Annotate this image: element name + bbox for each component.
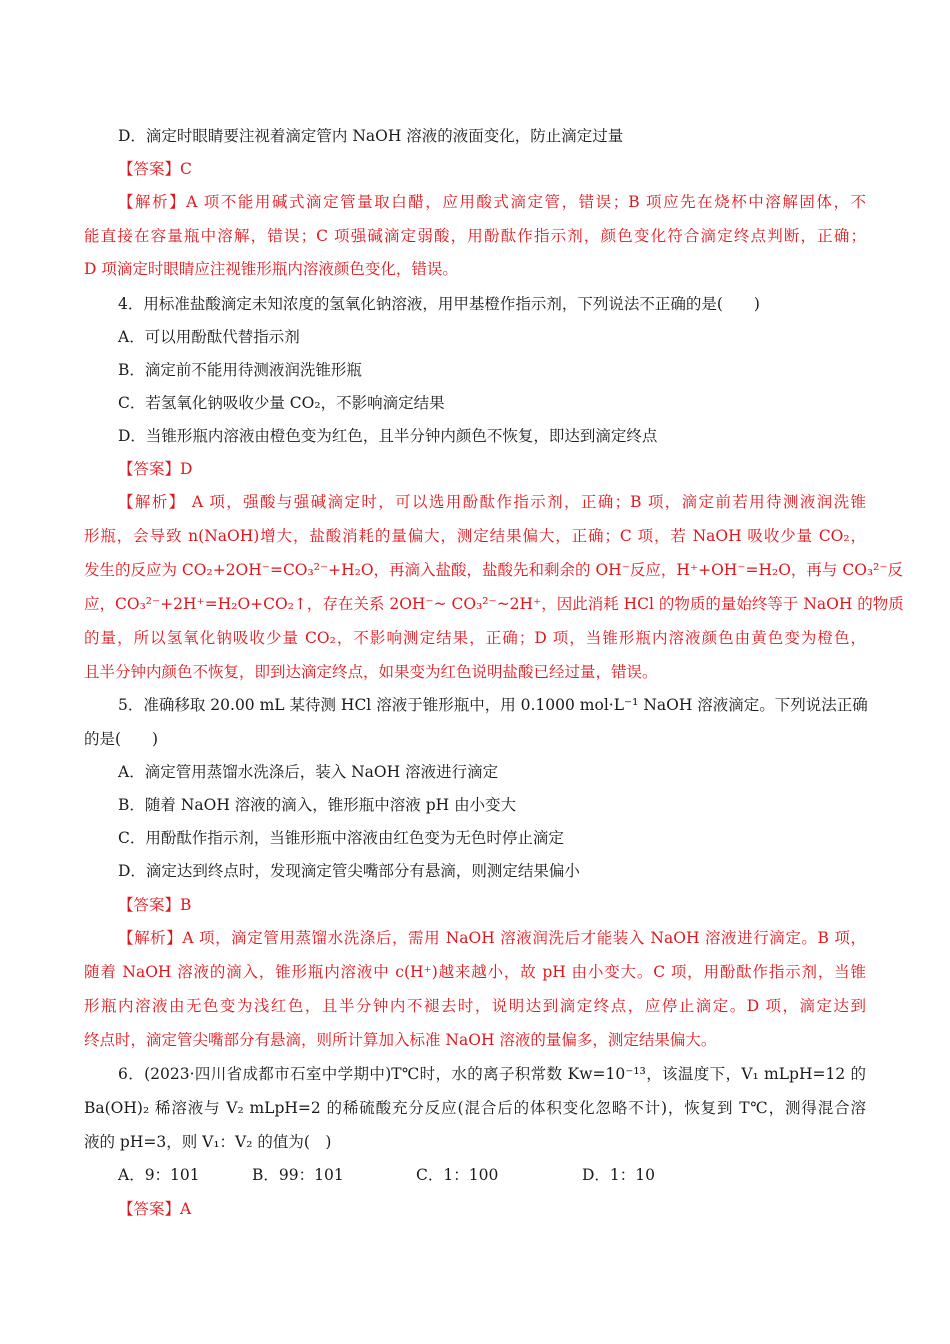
q6-option-c: C．1：100 — [416, 1166, 499, 1184]
q3-explanation-line: 【解析】A 项不能用碱式滴定管量取白醋，应用酸式滴定管，错误；B 项应先在烧杯中溶解固体，不 — [118, 193, 866, 211]
q3-explanation-line: 能直接在容量瓶中溶解，错误；C 项强碱滴定弱酸，用酚酞作指示剂，颜色变化符合滴定终点判断，正确； — [84, 227, 866, 245]
q3-answer: 【答案】C — [118, 160, 192, 178]
q6-option-a: A．9：101 — [118, 1166, 200, 1184]
q4-explanation-line: 应，CO₃²⁻+2H⁺=H₂O+CO₂↑，存在关系 2OH⁻~ CO₃²⁻~2H⁺，因此消耗 HCl 的物质的量始终等于 NaOH 的物质 — [84, 595, 904, 613]
q6-answer: 【答案】A — [118, 1200, 192, 1218]
q4-stem: 4．用标准盐酸滴定未知浓度的氢氧化钠溶液，用甲基橙作指示剂，下列说法不正确的是( ) — [118, 295, 760, 313]
q4-option-c: C．若氢氧化钠吸收少量 CO₂，不影响滴定结果 — [118, 394, 445, 412]
q5-option-a: A．滴定管用蒸馏水洗涤后，装入 NaOH 溶液进行滴定 — [118, 763, 499, 781]
q6-option-b: B．99：101 — [252, 1166, 344, 1184]
q6-stem-line: 液的 pH=3，则 V₁：V₂ 的值为( ) — [84, 1133, 332, 1151]
q4-explanation-line: 形瓶，会导致 n(NaOH)增大，盐酸消耗的量偏大，测定结果偏大，正确；C 项，若 NaOH 吸收少量 CO₂， — [84, 527, 866, 545]
q6-stem-line: 6．(2023·四川省成都市石室中学期中)T℃时，水的离子积常数 Kw=10⁻¹³，该温度下，V₁ mLpH=12 的 — [118, 1065, 866, 1083]
q4-explanation-line: 的量，所以氢氧化钠吸收少量 CO₂，不影响测定结果，正确；D 项，当锥形瓶内溶液颜色由黄色变为橙色， — [84, 629, 866, 647]
q6-stem-line: Ba(OH)₂ 稀溶液与 V₂ mLpH=2 的稀硫酸充分反应(混合后的体积变化忽略不计)，恢复到 T℃，测得混合溶 — [84, 1099, 866, 1117]
q5-explanation-line: 形瓶内溶液由无色变为浅红色，且半分钟内不褪去时，说明达到滴定终点，应停止滴定。D 项，滴定达到 — [84, 997, 866, 1015]
q5-explanation-line: 【解析】A 项，滴定管用蒸馏水洗涤后，需用 NaOH 溶液润洗后才能装入 NaOH 溶液进行滴定。B 项， — [118, 929, 866, 947]
q6-option-d: D．1：10 — [582, 1166, 656, 1184]
q4-option-d: D．当锥形瓶内溶液由橙色变为红色，且半分钟内颜色不恢复，即达到滴定终点 — [118, 427, 658, 445]
q5-option-b: B．随着 NaOH 溶液的滴入，锥形瓶中溶液 pH 由小变大 — [118, 796, 517, 814]
q5-stem-line: 的是( ) — [84, 730, 159, 748]
q3-option-d: D．滴定时眼睛要注视着滴定管内 NaOH 溶液的液面变化，防止滴定过量 — [118, 127, 624, 145]
q5-option-d: D．滴定达到终点时，发现滴定管尖嘴部分有悬滴，则测定结果偏小 — [118, 862, 580, 880]
q4-option-b: B．滴定前不能用待测液润洗锥形瓶 — [118, 361, 362, 379]
q5-explanation-line: 终点时，滴定管尖嘴部分有悬滴，则所计算加入标准 NaOH 溶液的量偏多，测定结果偏大。 — [84, 1031, 717, 1049]
q4-explanation-line: 且半分钟内颜色不恢复，即到达滴定终点，如果变为红色说明盐酸已经过量，错误。 — [84, 663, 658, 681]
q4-answer: 【答案】D — [118, 460, 193, 478]
q5-option-c: C．用酚酞作指示剂，当锥形瓶中溶液由红色变为无色时停止滴定 — [118, 829, 564, 847]
q3-explanation-line: D 项滴定时眼睛应注视锥形瓶内溶液颜色变化，错误。 — [84, 260, 458, 278]
q4-option-a: A．可以用酚酞代替指示剂 — [118, 328, 300, 346]
q5-stem-line: 5．准确移取 20.00 mL 某待测 HCl 溶液于锥形瓶中，用 0.1000 mol·L⁻¹ NaOH 溶液滴定。下列说法正确 — [118, 696, 868, 714]
q5-explanation-line: 随着 NaOH 溶液的滴入，锥形瓶内溶液中 c(H⁺)越来越小，故 pH 由小变大。C 项，用酚酞作指示剂，当锥 — [84, 963, 866, 981]
q4-explanation-line: 发生的反应为 CO₂+2OH⁻=CO₃²⁻+H₂O，再滴入盐酸，盐酸先和剩余的 OH⁻反应，H⁺+OH⁻=H₂O，再与 CO₃²⁻反 — [84, 561, 904, 579]
q5-answer: 【答案】B — [118, 896, 192, 914]
q4-explanation-line: 【解析】 A 项，强酸与强碱滴定时，可以选用酚酞作指示剂，正确；B 项，滴定前若用待测液润洗锥 — [118, 493, 866, 511]
